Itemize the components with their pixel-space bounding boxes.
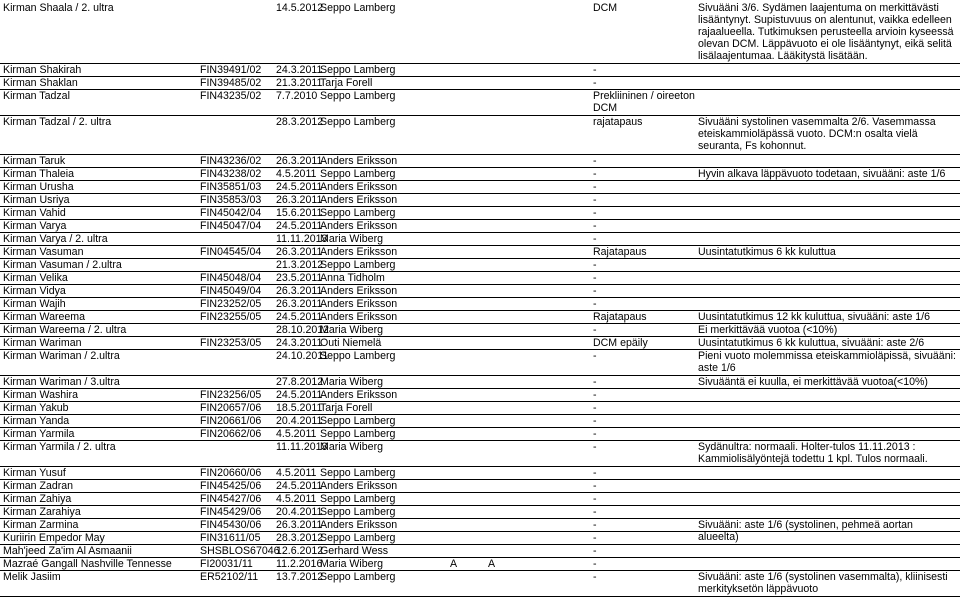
table-row <box>0 414 960 428</box>
dog-name-cell: Kirman Zadran <box>3 480 74 492</box>
veterinarian-cell: Seppo Lamberg <box>320 571 396 583</box>
diagnosis-cell: - <box>593 259 597 271</box>
diagnosis-cell: - <box>593 428 597 440</box>
diagnosis-cell: - <box>593 376 597 388</box>
veterinarian-cell: Outi Niemelä <box>320 337 382 349</box>
remarks-cell: Hyvin alkava läppävuoto todetaan, sivuääni: aste 1/6 <box>698 168 946 180</box>
veterinarian-cell: Seppo Lamberg <box>320 2 396 14</box>
dog-name-cell: Mah'jeed Za'im Al Asmaanii <box>3 545 132 557</box>
dog-name-cell: Kirman Zarmina <box>3 519 79 531</box>
diagnosis-cell: - <box>593 415 597 427</box>
exam-date-cell: 24.5.2011 <box>276 480 323 492</box>
registration-number-cell: FIN20661/06 <box>200 415 262 427</box>
veterinarian-cell: Anders Eriksson <box>320 389 398 401</box>
exam-date-cell: 27.8.2012 <box>276 376 324 388</box>
table-row <box>0 245 960 259</box>
diagnosis-cell: - <box>593 298 597 310</box>
dog-name-cell: Kirman Shaala / 2. ultra <box>3 2 114 14</box>
registration-number-cell: FIN45427/06 <box>200 493 262 505</box>
dog-name-cell: Kuriirin Empedor May <box>3 532 105 544</box>
registration-number-cell: FIN35851/03 <box>200 181 262 193</box>
dog-name-cell: Kirman Yakub <box>3 402 69 414</box>
dog-name-cell: Kirman Thaleia <box>3 168 75 180</box>
exam-date-cell: 26.3.2011 <box>276 155 323 167</box>
exam-date-cell: 7.7.2010 <box>276 90 318 102</box>
exam-date-cell: 20.4.2011 <box>276 506 323 518</box>
veterinarian-cell: Anders Eriksson <box>320 311 398 323</box>
diagnosis-cell: - <box>593 207 597 219</box>
registration-number-cell: FIN45430/06 <box>200 519 262 531</box>
diagnosis-cell: - <box>593 168 597 180</box>
veterinarian-cell: Maria Wiberg <box>320 233 383 245</box>
diagnosis-cell: - <box>593 220 597 232</box>
diagnosis-cell: - <box>593 155 597 167</box>
registration-number-cell: FIN20662/06 <box>200 428 262 440</box>
table-row <box>0 219 960 233</box>
registration-number-cell: FIN45049/04 <box>200 285 262 297</box>
veterinarian-cell: Seppo Lamberg <box>320 64 396 76</box>
diagnosis-cell: DCM epäily <box>593 337 648 349</box>
table-row <box>0 167 960 181</box>
dog-name-cell: Kirman Usriya <box>3 194 70 206</box>
veterinarian-cell: Anders Eriksson <box>320 220 398 232</box>
exam-date-cell: 13.7.2012 <box>276 571 324 583</box>
veterinarian-cell: Anders Eriksson <box>320 480 398 492</box>
registration-number-cell: FIN43235/02 <box>200 90 262 102</box>
table-row <box>0 323 960 337</box>
remarks-cell: Sivuääni: aste 1/6 (systolinen vasemmalta), kliinisesti merkityksetön läppävuoto <box>698 571 948 595</box>
exam-date-cell: 24.5.2011 <box>276 389 323 401</box>
exam-date-cell: 20.4.2011 <box>276 415 323 427</box>
dog-name-cell: Melik Jasiim <box>3 571 61 583</box>
table-row <box>0 89 960 116</box>
remarks-cell: Sydänultra: normaali. Holter-tulos 11.11.2013 : Kammiolisälyöntejä todettu 1 kpl. Tulos normaali. <box>698 441 928 465</box>
diagnosis-cell: - <box>593 558 597 570</box>
veterinarian-cell: Anders Eriksson <box>320 181 398 193</box>
veterinarian-cell: Seppo Lamberg <box>320 168 396 180</box>
table-row <box>0 232 960 246</box>
dog-name-cell: Kirman Wariman / 2.ultra <box>3 350 120 362</box>
diagnosis-cell: DCM <box>593 2 618 14</box>
veterinarian-cell: Anders Eriksson <box>320 298 398 310</box>
diagnosis-cell: - <box>593 467 597 479</box>
table-row <box>0 336 960 350</box>
table-row <box>0 76 960 90</box>
exam-date-cell: 11.11.2013 <box>276 441 328 453</box>
table-row <box>0 154 960 168</box>
diagnosis-cell: - <box>593 441 597 453</box>
remarks-cell: Uusintatutkimus 12 kk kuluttua, sivuääni: aste 1/6 <box>698 311 931 323</box>
dog-name-cell: Kirman Yarmila / 2. ultra <box>3 441 116 453</box>
exam-date-cell: 12.6.2012 <box>276 545 324 557</box>
diagnosis-cell: - <box>593 194 597 206</box>
registration-number-cell: FIN45429/06 <box>200 506 262 518</box>
dog-name-cell: Kirman Washira <box>3 389 78 401</box>
dog-name-cell: Kirman Vidya <box>3 285 66 297</box>
table-row <box>0 375 960 389</box>
registration-number-cell: FIN31611/05 <box>200 532 261 544</box>
veterinarian-cell: Seppo Lamberg <box>320 350 396 362</box>
remarks-cell: Ei merkittävää vuotoa (<10%) <box>698 324 838 336</box>
registration-number-cell: FIN20657/06 <box>200 402 262 414</box>
dog-name-cell: Kirman Urusha <box>3 181 74 193</box>
table-row <box>0 401 960 415</box>
diagnosis-cell: - <box>593 493 597 505</box>
veterinarian-cell: Anders Eriksson <box>320 194 398 206</box>
veterinarian-cell: Seppo Lamberg <box>320 493 396 505</box>
registration-number-cell: FI20031/11 <box>200 558 253 570</box>
veterinarian-cell: Seppo Lamberg <box>320 506 396 518</box>
table-row <box>0 271 960 285</box>
dog-name-cell: Kirman Wariman / 3.ultra <box>3 376 120 388</box>
exam-date-cell: 23.5.2011 <box>276 272 323 284</box>
registration-number-cell: FIN45047/04 <box>200 220 262 232</box>
veterinarian-cell: Seppo Lamberg <box>320 207 396 219</box>
exam-date-cell: 26.3.2011 <box>276 298 323 310</box>
diagnosis-cell: Prekliininen / oireeton DCM <box>593 90 695 114</box>
diagnosis-cell: - <box>593 519 597 531</box>
diagnosis-cell: - <box>593 532 597 544</box>
table-row <box>0 297 960 311</box>
diagnosis-cell: - <box>593 77 597 89</box>
registration-number-cell: FIN23256/05 <box>200 389 262 401</box>
exam-date-cell: 4.5.2011 <box>276 467 317 479</box>
table-row <box>0 115 960 155</box>
diagnosis-cell: - <box>593 272 597 284</box>
exam-date-cell: 26.3.2011 <box>276 285 323 297</box>
dog-name-cell: Kirman Yusuf <box>3 467 66 479</box>
exam-date-cell: 26.3.2011 <box>276 246 323 258</box>
veterinarian-cell: Tarja Forell <box>320 77 373 89</box>
diagnosis-cell: - <box>593 545 597 557</box>
remarks-cell: Uusintatutkimus 6 kk kuluttua, sivuääni: aste 2/6 <box>698 337 925 349</box>
registration-number-cell: FIN20660/06 <box>200 467 262 479</box>
exam-date-cell: 28.3.2012 <box>276 532 324 544</box>
veterinarian-cell: Seppo Lamberg <box>320 116 396 128</box>
table-row <box>0 180 960 194</box>
remarks-cell: Sivuääni: aste 1/6 (systolinen, pehmeä aortan alueelta) <box>698 519 913 543</box>
diagnosis-cell: - <box>593 480 597 492</box>
veterinarian-cell: Seppo Lamberg <box>320 428 396 440</box>
table-row <box>0 492 960 506</box>
dog-name-cell: Kirman Varya / 2. ultra <box>3 233 108 245</box>
diagnosis-cell: - <box>593 571 597 583</box>
dog-name-cell: Kirman Wariman <box>3 337 82 349</box>
dog-name-cell: Kirman Taruk <box>3 155 66 167</box>
diagnosis-cell: - <box>593 402 597 414</box>
registration-number-cell: ER52102/11 <box>200 571 259 583</box>
registration-number-cell: FIN45042/04 <box>200 207 262 219</box>
veterinarian-cell: Anders Eriksson <box>320 246 398 258</box>
dog-name-cell: Kirman Varya <box>3 220 67 232</box>
registration-number-cell: FIN23253/05 <box>200 337 262 349</box>
table-row <box>0 310 960 324</box>
veterinarian-cell: Anders Eriksson <box>320 519 398 531</box>
table-row <box>0 258 960 272</box>
exam-date-cell: 26.3.2011 <box>276 194 323 206</box>
veterinarian-cell: Maria Wiberg <box>320 558 383 570</box>
diagnosis-cell: - <box>593 285 597 297</box>
diagnosis-cell: - <box>593 233 597 245</box>
exam-date-cell: 11.11.2013 <box>276 233 328 245</box>
dog-name-cell: Kirman Zahiya <box>3 493 72 505</box>
exam-date-cell: 24.3.2011 <box>276 337 323 349</box>
veterinarian-cell: Seppo Lamberg <box>320 532 396 544</box>
table-row <box>0 388 960 402</box>
registration-number-cell: FIN04545/04 <box>200 246 262 258</box>
registration-number-cell: FIN35853/03 <box>200 194 262 206</box>
registration-number-cell: FIN23255/05 <box>200 311 262 323</box>
veterinarian-cell: Maria Wiberg <box>320 441 383 453</box>
dog-name-cell: Kirman Wareema <box>3 311 86 323</box>
exam-date-cell: 15.6.2011 <box>276 207 323 219</box>
exam-date-cell: 28.3.2012 <box>276 116 324 128</box>
exam-date-cell: 11.2.2016 <box>276 558 323 570</box>
table-row <box>0 544 960 558</box>
table-row <box>0 63 960 77</box>
exam-date-cell: 28.10.2012 <box>276 324 330 336</box>
remarks-cell: Sivuääntä ei kuulla, ei merkittävää vuotoa(<10%) <box>698 376 928 388</box>
exam-date-cell: 4.5.2011 <box>276 493 317 505</box>
exam-date-cell: 4.5.2011 <box>276 168 317 180</box>
remarks-cell: Sivuääni 3/6. Sydämen laajentuma on merkittävästi lisääntynyt. Supistuvuus on alentunut, vaikka edelleen rajaalueella. Tutkimuksen perusteella arvioin kyseessä olevan DCM. Läppävuoto ei ole lisääntynyt, eikä selitä lisälaajentumaa. Lääkitystä lisätään. <box>698 2 954 62</box>
dog-name-cell: Mazraé Gangall Nashville Tennesse <box>3 558 172 570</box>
exam-date-cell: 24.10.2011 <box>276 350 329 362</box>
dog-name-cell: Kirman Wajih <box>3 298 66 310</box>
veterinarian-cell: Gerhard Wess <box>320 545 389 557</box>
dog-name-cell: Kirman Tadzal / 2. ultra <box>3 116 112 128</box>
table-row <box>0 479 960 493</box>
diagnosis-cell: - <box>593 389 597 401</box>
exam-date-cell: 24.5.2011 <box>276 311 323 323</box>
exam-date-cell: 24.5.2011 <box>276 220 323 232</box>
registration-number-cell: FIN43236/02 <box>200 155 262 167</box>
exam-date-cell: 24.5.2011 <box>276 181 323 193</box>
registration-number-cell: FIN23252/05 <box>200 298 262 310</box>
diagnosis-cell: - <box>593 64 597 76</box>
veterinarian-cell: Maria Wiberg <box>320 376 383 388</box>
table-row <box>0 466 960 480</box>
dog-name-cell: Kirman Vasuman / 2.ultra <box>3 259 122 271</box>
registration-number-cell: FIN45425/06 <box>200 480 262 492</box>
veterinarian-cell: Seppo Lamberg <box>320 259 396 271</box>
table-row <box>0 349 960 376</box>
diagnosis-cell: - <box>593 181 597 193</box>
exam-date-cell: 21.3.2012 <box>276 259 324 271</box>
dog-name-cell: Kirman Wareema / 2. ultra <box>3 324 127 336</box>
dog-name-cell: Kirman Yanda <box>3 415 70 427</box>
remarks-cell: Uusintatutkimus 6 kk kuluttua <box>698 246 836 258</box>
veterinarian-cell: Anders Eriksson <box>320 155 398 167</box>
exam-date-cell: 14.5.2012 <box>276 2 324 14</box>
diagnosis-cell: - <box>593 350 597 362</box>
registration-number-cell: SHSBLOS67046 <box>200 545 280 557</box>
dog-name-cell: Kirman Velika <box>3 272 68 284</box>
table-row <box>0 531 960 545</box>
table-row <box>0 440 960 467</box>
registration-number-cell: FIN45048/04 <box>200 272 262 284</box>
table-row <box>0 427 960 441</box>
dog-name-cell: Kirman Shakirah <box>3 64 82 76</box>
dog-name-cell: Kirman Tadzal <box>3 90 70 102</box>
diagnosis-cell: - <box>593 506 597 518</box>
table-row <box>0 193 960 207</box>
registration-number-cell: FIN39491/02 <box>200 64 262 76</box>
veterinarian-cell: Anders Eriksson <box>320 285 398 297</box>
veterinarian-cell: Seppo Lamberg <box>320 415 396 427</box>
table-row <box>0 1 960 64</box>
dog-name-cell: Kirman Vahid <box>3 207 66 219</box>
registration-number-cell: FIN43238/02 <box>200 168 262 180</box>
veterinarian-cell: Seppo Lamberg <box>320 90 396 102</box>
table-row <box>0 505 960 519</box>
veterinarian-cell: Anna Tidholm <box>320 272 385 284</box>
dog-name-cell: Kirman Yarmila <box>3 428 75 440</box>
grade-a-cell: A <box>488 558 496 570</box>
diagnosis-cell: - <box>593 324 597 336</box>
exam-date-cell: 4.5.2011 <box>276 428 317 440</box>
table-row <box>0 284 960 298</box>
exam-date-cell: 26.3.2011 <box>276 519 323 531</box>
table-row <box>0 570 960 597</box>
diagnosis-cell: Rajatapaus <box>593 311 647 323</box>
remarks-cell: Sivuääni systolinen vasemmalta 2/6. Vasemmassa eteiskammioläpässä vuoto. DCM:n osalta vielä seuranta, Fs kohonnut. <box>698 116 936 152</box>
remarks-cell: Pieni vuoto molemmissa eteiskammioläpissä, sivuääni: aste 1/6 <box>698 350 956 374</box>
veterinarian-cell: Seppo Lamberg <box>320 467 396 479</box>
grade-a-cell: A <box>450 558 458 570</box>
dog-name-cell: Kirman Zarahiya <box>3 506 81 518</box>
diagnosis-cell: Rajatapaus <box>593 246 647 258</box>
exam-date-cell: 18.5.2011 <box>276 402 323 414</box>
exam-date-cell: 21.3.2011 <box>276 77 323 89</box>
dog-name-cell: Kirman Shaklan <box>3 77 78 89</box>
diagnosis-cell: rajatapaus <box>593 116 643 128</box>
veterinarian-cell: Tarja Forell <box>320 402 373 414</box>
table-row <box>0 206 960 220</box>
exam-date-cell: 24.3.2011 <box>276 64 323 76</box>
veterinarian-cell: Maria Wiberg <box>320 324 383 336</box>
registration-number-cell: FIN39485/02 <box>200 77 262 89</box>
dog-name-cell: Kirman Vasuman <box>3 246 84 258</box>
table-row <box>0 557 960 571</box>
